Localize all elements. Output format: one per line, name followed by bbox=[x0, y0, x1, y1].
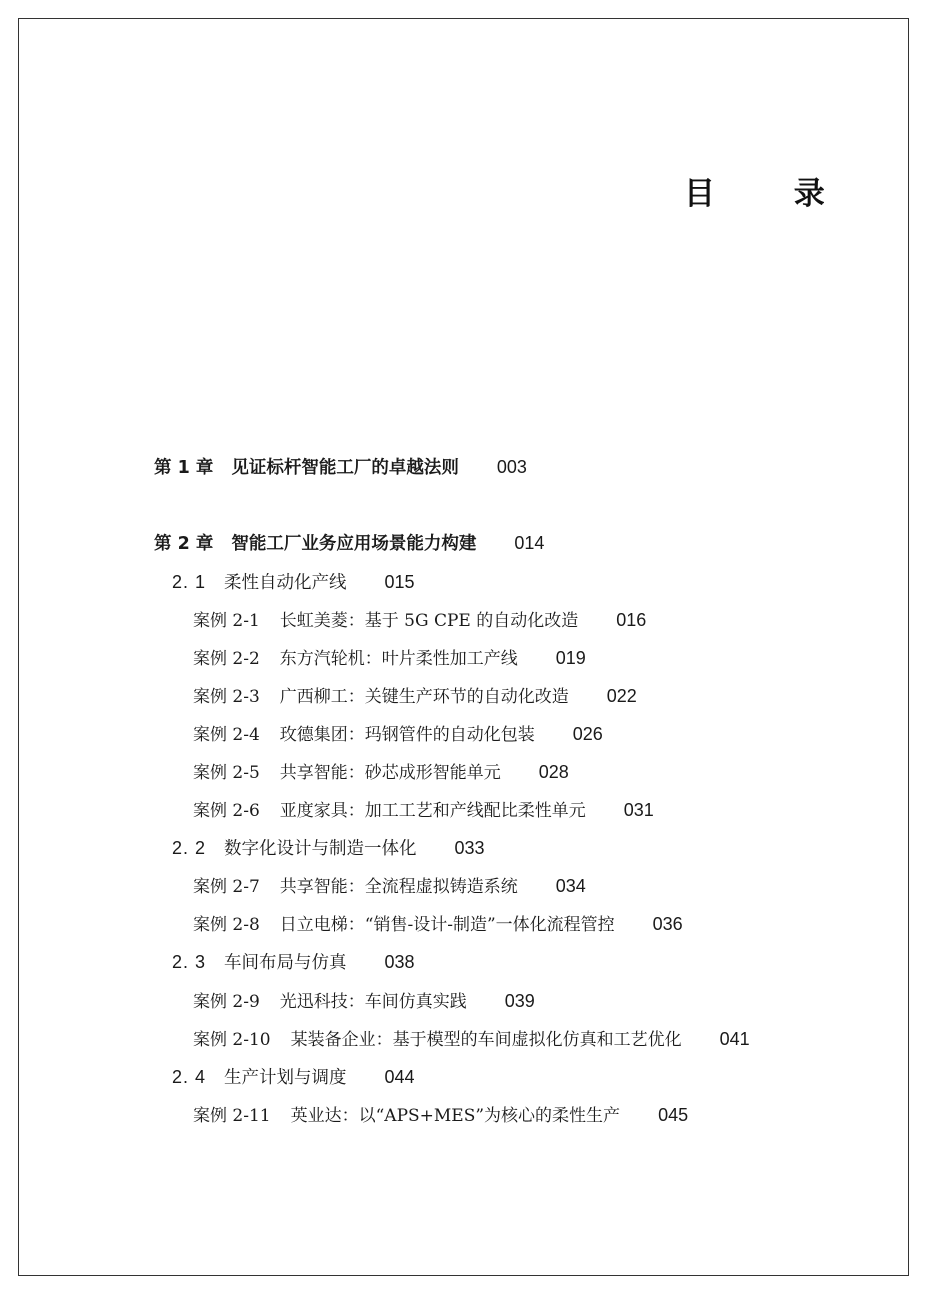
toc-entry-page: 034 bbox=[555, 876, 586, 896]
toc-entry-title: 共享智能：全流程虚拟铸造系统 bbox=[279, 877, 518, 897]
toc-entry-number: 案例 2-8 bbox=[193, 915, 260, 935]
toc-entry-page: 019 bbox=[555, 648, 586, 668]
toc-entry-title: 东方汽轮机：叶片柔性加工产线 bbox=[279, 649, 518, 669]
toc-entry-number: 案例 2-9 bbox=[193, 992, 260, 1012]
toc-entry-title: 生产计划与调度 bbox=[224, 1068, 347, 1088]
toc-entry-number: 案例 2-11 bbox=[193, 1106, 271, 1126]
toc-entry-number: 案例 2-4 bbox=[193, 725, 260, 745]
toc-entry-title: 日立电梯：“销售-设计-制造”一体化流程管控 bbox=[279, 915, 615, 935]
toc-entry-number: 2. 4 bbox=[172, 1067, 207, 1087]
toc-entry-number: 案例 2-2 bbox=[193, 649, 260, 669]
toc-entry-page: 014 bbox=[514, 533, 545, 553]
toc-case-2-3[interactable] bbox=[193, 683, 637, 710]
toc-section-2-2[interactable] bbox=[172, 835, 485, 862]
toc-entry-page: 039 bbox=[504, 991, 535, 1011]
toc-entry-title: 车间布局与仿真 bbox=[224, 953, 347, 973]
toc-entry-page: 036 bbox=[652, 914, 683, 934]
toc-entry-number: 案例 2-6 bbox=[193, 801, 260, 821]
toc-chapter-1[interactable] bbox=[154, 454, 527, 481]
toc-entry-page: 016 bbox=[616, 610, 647, 630]
toc-entry-title: 亚度家具：加工工艺和产线配比柔性单元 bbox=[279, 801, 586, 821]
toc-case-2-9[interactable] bbox=[193, 988, 535, 1015]
toc-entry-title: 长虹美菱：基于 5G CPE 的自动化改造 bbox=[279, 611, 579, 631]
toc-entry-number: 案例 2-10 bbox=[193, 1030, 271, 1050]
toc-entry-number: 2. 3 bbox=[172, 952, 207, 972]
toc-entry-page: 026 bbox=[572, 724, 603, 744]
toc-entry-title: 共享智能：砂芯成形智能单元 bbox=[279, 763, 501, 783]
toc-case-2-5[interactable] bbox=[193, 759, 569, 786]
toc-entry-title: 柔性自动化产线 bbox=[224, 573, 347, 593]
toc-case-2-11[interactable] bbox=[193, 1102, 688, 1129]
toc-entry-number: 案例 2-7 bbox=[193, 877, 260, 897]
toc-entry-title: 英业达：以“APS+MES”为核心的柔性生产 bbox=[290, 1106, 621, 1126]
toc-entry-page: 003 bbox=[496, 457, 527, 477]
toc-entry-page: 022 bbox=[606, 686, 637, 706]
toc-case-2-6[interactable] bbox=[193, 797, 654, 824]
toc-section-2-4[interactable] bbox=[172, 1064, 415, 1091]
toc-entry-page: 033 bbox=[454, 838, 485, 858]
toc-chapter-2[interactable] bbox=[154, 530, 544, 557]
toc-entry-number: 案例 2-3 bbox=[193, 687, 260, 707]
toc-case-2-1[interactable] bbox=[193, 607, 646, 634]
toc-entry-title: 某装备企业：基于模型的车间虚拟化仿真和工艺优化 bbox=[290, 1030, 682, 1050]
toc-case-2-10[interactable] bbox=[193, 1026, 750, 1053]
toc-entry-page: 041 bbox=[719, 1029, 750, 1049]
toc-entry-page: 015 bbox=[384, 572, 415, 592]
toc-entry-title: 广西柳工：关键生产环节的自动化改造 bbox=[279, 687, 569, 707]
toc-entry-page: 038 bbox=[384, 952, 415, 972]
toc-case-2-2[interactable] bbox=[193, 645, 586, 672]
toc-case-2-8[interactable] bbox=[193, 911, 683, 938]
toc-section-2-3[interactable] bbox=[172, 949, 415, 976]
toc-entry-number: 第 1 章 bbox=[154, 458, 214, 478]
toc-entry-title: 智能工厂业务应用场景能力构建 bbox=[231, 534, 477, 554]
page-title: 目 录 bbox=[684, 176, 859, 212]
toc-entry-page: 028 bbox=[538, 762, 569, 782]
toc-section-2-1[interactable] bbox=[172, 569, 415, 596]
toc-entry-title: 玫德集团：玛钢管件的自动化包装 bbox=[279, 725, 535, 745]
toc-entry-number: 2. 2 bbox=[172, 838, 207, 858]
toc-entry-number: 2. 1 bbox=[172, 572, 207, 592]
toc-entry-number: 案例 2-1 bbox=[193, 611, 260, 631]
toc-entry-title: 光迅科技：车间仿真实践 bbox=[279, 992, 467, 1012]
toc-entry-page: 044 bbox=[384, 1067, 415, 1087]
toc-entry-title: 数字化设计与制造一体化 bbox=[224, 839, 417, 859]
toc-entry-number: 第 2 章 bbox=[154, 534, 214, 554]
toc-entry-page: 045 bbox=[658, 1105, 689, 1125]
toc-entry-page: 031 bbox=[623, 800, 654, 820]
toc-case-2-7[interactable] bbox=[193, 873, 586, 900]
toc-case-2-4[interactable] bbox=[193, 721, 603, 748]
toc-entry-number: 案例 2-5 bbox=[193, 763, 260, 783]
toc-entry-title: 见证标杆智能工厂的卓越法则 bbox=[231, 458, 459, 478]
